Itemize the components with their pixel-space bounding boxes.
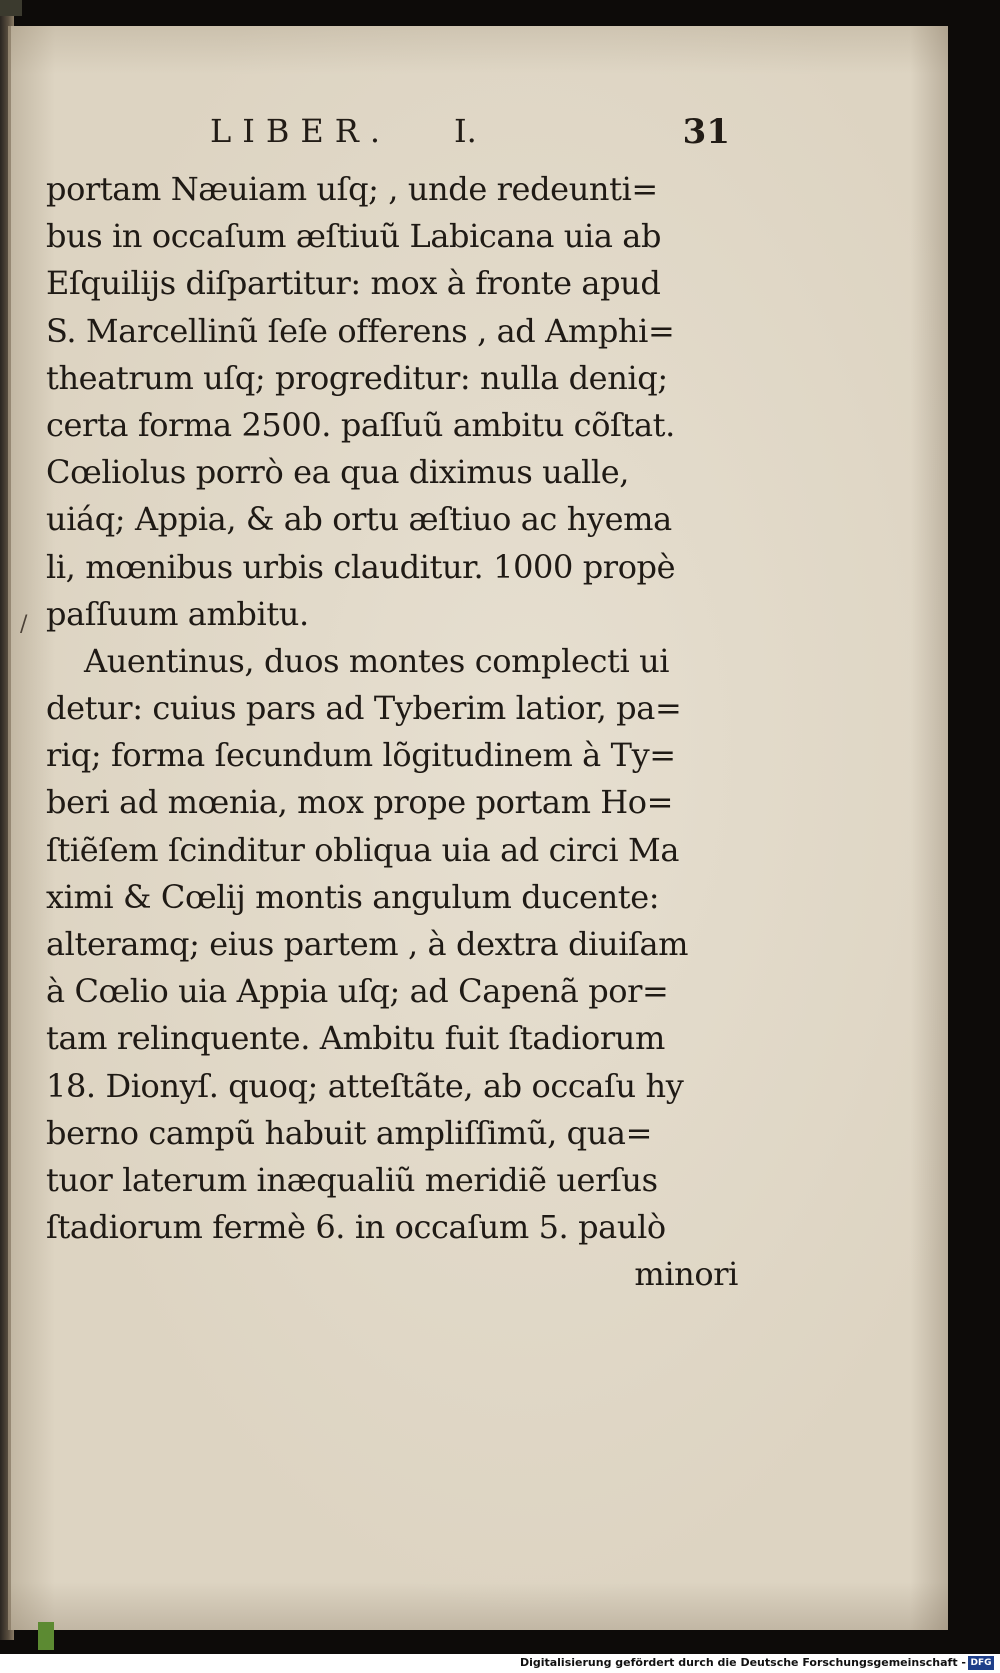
text-line: uiáq; Appia, & ab ortu æſtiuo ac hyema <box>46 500 672 539</box>
catchword: minori <box>634 1255 738 1294</box>
margin-mark: / <box>20 612 28 637</box>
funding-credit: Digitalisierung gefördert durch die Deutsche Forschungsgemeinschaft - <box>519 1656 966 1669</box>
corner-scan-artifact <box>0 0 22 16</box>
text-line: ximi & Cœlij montis angulum ducente: <box>46 877 660 916</box>
text-line: beri ad mœnia, mox prope portam Ho= <box>46 783 674 822</box>
text-line: portam Næuiam uſq; , unde redeunti= <box>46 170 658 208</box>
text-line: alteramq; eius partem , à dextra diuiſam <box>46 925 689 963</box>
color-marker <box>38 1622 54 1650</box>
text-line: theatrum uſq; progreditur: nulla deniq; <box>46 358 668 397</box>
text-line: S. Marcellinũ ſeſe offerens , ad Amphi= <box>46 311 675 350</box>
text-line: certa forma 2500. paſſuũ ambitu cõſtat. <box>46 405 675 444</box>
text-line: à Cœlio uia Appia uſq; ad Capenã por= <box>46 972 669 1011</box>
text-line: Eſquilijs diſpartitur: mox à fronte apud <box>46 264 661 303</box>
running-head-liber: LIBER. <box>210 112 392 150</box>
paragraph-start-line: Auentinus, duos montes complecti ui <box>84 641 670 680</box>
text-line: berno campũ habuit ampliſſimũ, qua= <box>46 1113 653 1152</box>
text-line: ſtiẽſem ſcinditur obliqua uia ad circi Ma <box>46 830 680 869</box>
text-line: ſtadiorum fermè 6. in occaſum 5. paulò <box>46 1208 666 1247</box>
text-line: bus in occaſum æſtiuũ Labicana uia ab <box>46 217 662 256</box>
binding-edge <box>8 26 11 1630</box>
page-number: 31 <box>682 112 730 152</box>
text-line: tam relinquente. Ambitu fuit ſtadiorum <box>46 1019 665 1058</box>
dfg-logo: DFG <box>968 1656 994 1670</box>
text-line: paſſuum ambitu. <box>46 594 309 633</box>
text-line: detur: cuius pars ad Tyberim latior, pa= <box>46 689 682 728</box>
running-head <box>210 112 730 158</box>
text-line: tuor laterum inæqualiũ meridiẽ uerſus <box>46 1160 658 1199</box>
text-line: li, mœnibus urbis clauditur. 1000 propè <box>46 547 676 586</box>
body-text <box>46 166 740 1299</box>
text-line: 18. Dionyſ. quoq; atteſtãte, ab occaſu hy <box>46 1066 684 1105</box>
running-head-book-number: I. <box>454 112 477 150</box>
text-line: riq; forma ſecundum lõgitudinem à Ty= <box>46 736 676 775</box>
text-line: Cœliolus porrò ea qua diximus ualle, <box>46 453 630 492</box>
